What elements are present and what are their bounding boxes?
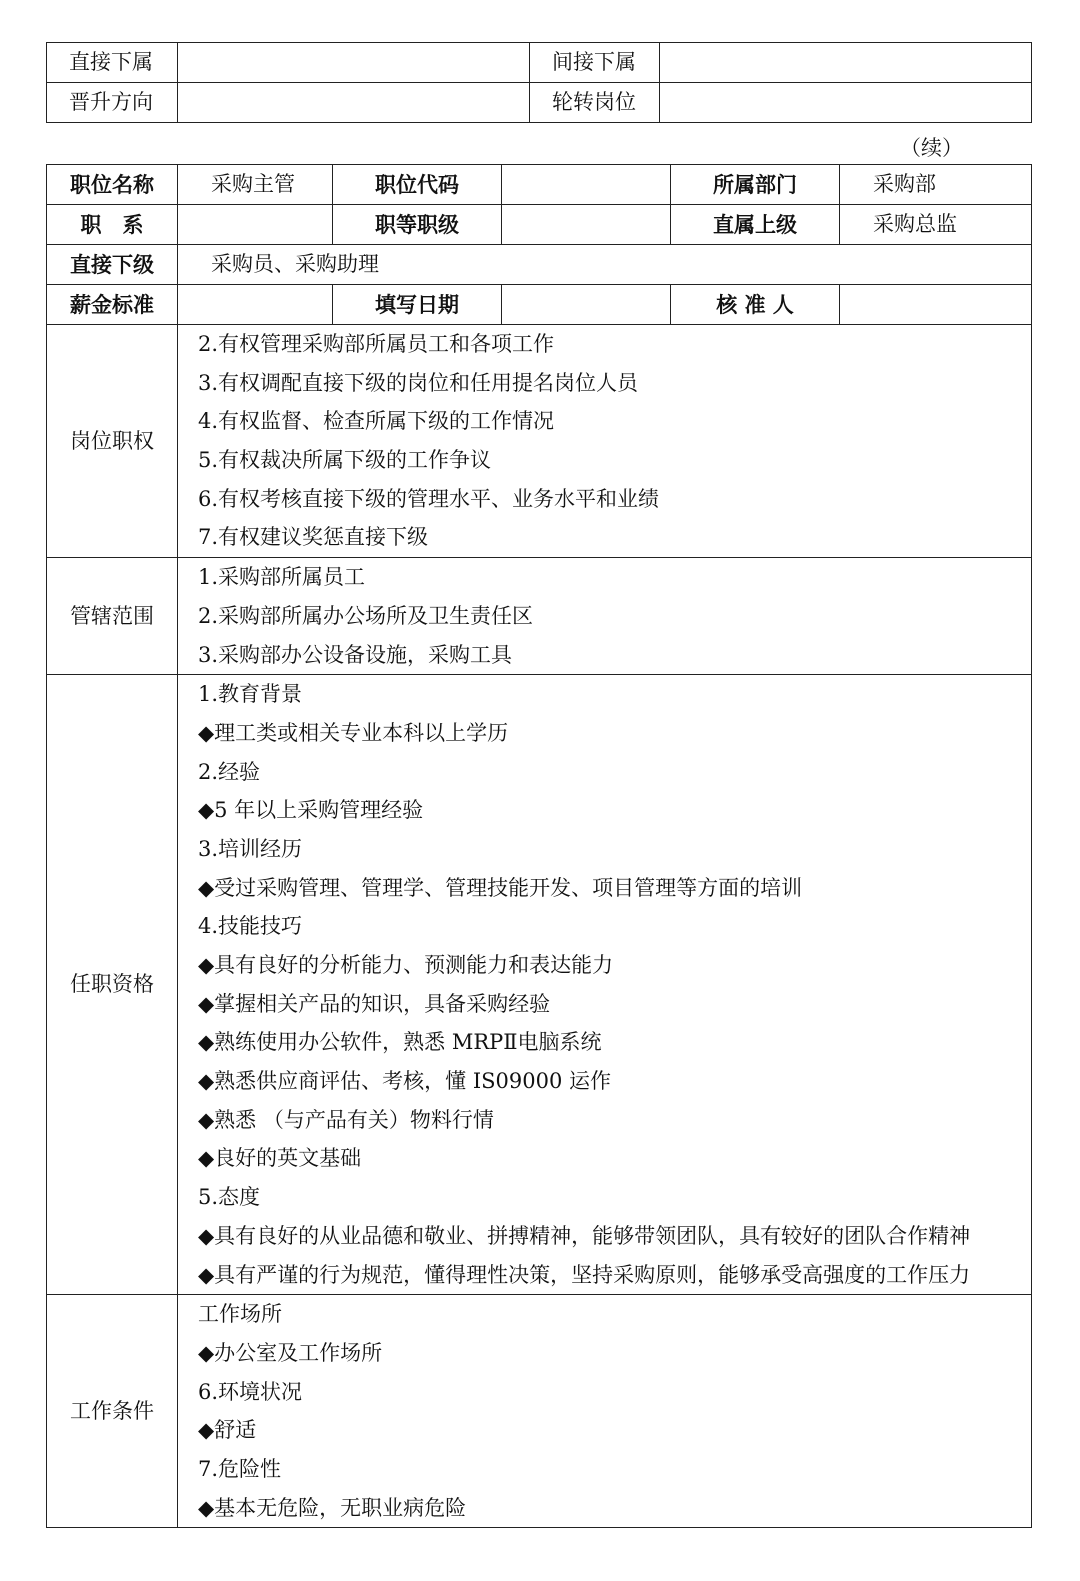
- department-label: 所属部门: [671, 165, 840, 205]
- promotion-direction-label: 晋升方向: [47, 83, 178, 123]
- scope-line: 1.采购部所属员工: [198, 565, 366, 590]
- salary-label: 薪金标准: [47, 285, 178, 325]
- authority-line: 4.有权监督、检查所属下级的工作情况: [198, 409, 555, 434]
- fill-date-value: [502, 285, 671, 325]
- condition-line: ◆基本无危险，无职业病危险: [198, 1495, 467, 1520]
- qualification-line: 1.教育背景: [198, 682, 303, 707]
- position-name-value: 采购主管: [178, 165, 333, 205]
- qualification-line: ◆理工类或相关专业本科以上学历: [198, 720, 509, 745]
- header-row-2: [47, 205, 1032, 245]
- authority-line: 7.有权建议奖惩直接下级: [198, 525, 429, 550]
- scope-row: [47, 558, 1032, 675]
- condition-line: ◆办公室及工作场所: [198, 1340, 383, 1365]
- header-row-1: [47, 165, 1032, 205]
- qualification-line: ◆具有良好的分析能力、预测能力和表达能力: [198, 953, 614, 977]
- indirect-subordinate-label: 间接下属: [530, 43, 660, 83]
- job-family-value: [178, 205, 333, 245]
- rotation-position-value: [660, 83, 1032, 123]
- rotation-position-label: 轮转岗位: [530, 83, 660, 123]
- authority-line: 6.有权考核直接下级的管理水平、业务水平和业绩: [198, 486, 660, 511]
- subordinate-table: [46, 42, 1032, 123]
- approver-label: 核 准 人: [671, 285, 840, 325]
- condition-line: 7.危险性: [198, 1456, 282, 1481]
- job-description-table: [46, 164, 1032, 1528]
- job-family-label: 职 系: [47, 205, 178, 245]
- qualification-line: 5.态度: [198, 1185, 261, 1210]
- qualification-line: ◆熟悉 （与产品有关）物料行情: [198, 1107, 494, 1132]
- qualifications-content: [178, 675, 1032, 1295]
- position-code-value: [502, 165, 671, 205]
- scope-line: 2.采购部所属办公场所及卫生责任区: [198, 603, 534, 628]
- approver-value: [840, 285, 1032, 325]
- indirect-subordinate-value: [660, 43, 1032, 83]
- qualification-line: 4.技能技巧: [198, 914, 303, 939]
- header-row-4: [47, 285, 1032, 325]
- position-name-label: 职位名称: [47, 165, 178, 205]
- condition-line: 6.环境状况: [198, 1379, 303, 1404]
- position-code-label: 职位代码: [333, 165, 502, 205]
- qualification-line: ◆具有严谨的行为规范，懂得理性决策，坚持采购原则，能够承受高强度的工作压力: [198, 1262, 971, 1287]
- qualification-line: ◆掌握相关产品的知识，具备采购经验: [198, 991, 551, 1016]
- authority-label: 岗位职权: [47, 325, 178, 558]
- qualification-line: ◆良好的英文基础: [198, 1146, 362, 1171]
- qualifications-label: 任职资格: [47, 675, 178, 1295]
- direct-sub-value: 采购员、采购助理: [178, 245, 1032, 285]
- direct-subordinate-value: [178, 43, 530, 83]
- superior-label: 直属上级: [671, 205, 840, 245]
- salary-value: [178, 285, 333, 325]
- grade-value: [502, 205, 671, 245]
- conditions-content: [178, 1295, 1032, 1528]
- qualifications-row: [47, 675, 1032, 1295]
- promotion-direction-value: [178, 83, 530, 123]
- condition-line: ◆舒适: [198, 1418, 257, 1443]
- conditions-row: [47, 1295, 1032, 1528]
- scope-line: 3.采购部办公设备设施，采购工具: [198, 642, 513, 667]
- direct-sub-label: 直接下级: [47, 245, 178, 285]
- continued-note: （续）: [900, 136, 963, 160]
- fill-date-label: 填写日期: [333, 285, 502, 325]
- grade-label: 职等职级: [333, 205, 502, 245]
- department-value: 采购部: [840, 165, 1032, 205]
- authority-line: 2.有权管理采购部所属员工和各项工作: [198, 332, 555, 356]
- authority-line: 5.有权裁决所属下级的工作争议: [198, 448, 492, 473]
- authority-content: [178, 325, 1032, 558]
- scope-label: 管辖范围: [47, 558, 178, 675]
- qualification-line: 3.培训经历: [198, 836, 303, 861]
- superior-value: 采购总监: [840, 205, 1032, 245]
- qualification-line: ◆5 年以上采购管理经验: [198, 798, 424, 823]
- qualification-line: ◆熟悉供应商评估、考核，懂 IS09000 运作: [198, 1069, 611, 1094]
- qualification-line: 2.经验: [198, 759, 261, 784]
- qualification-line: ◆具有良好的从业品德和敬业、拼搏精神，能够带领团队，具有较好的团队合作精神: [198, 1223, 971, 1248]
- direct-subordinate-label: 直接下属: [47, 43, 178, 83]
- conditions-label: 工作条件: [47, 1295, 178, 1528]
- authority-line: 3.有权调配直接下级的岗位和任用提名岗位人员: [198, 370, 639, 395]
- condition-line: 工作场所: [198, 1302, 282, 1327]
- header-row-3: [47, 245, 1032, 285]
- qualification-line: ◆受过采购管理、管理学、管理技能开发、项目管理等方面的培训: [198, 875, 803, 900]
- scope-content: [178, 558, 1032, 675]
- authority-row: [47, 325, 1032, 558]
- qualification-line: ◆熟练使用办公软件，熟悉 MRPⅡ电脑系统: [198, 1030, 602, 1055]
